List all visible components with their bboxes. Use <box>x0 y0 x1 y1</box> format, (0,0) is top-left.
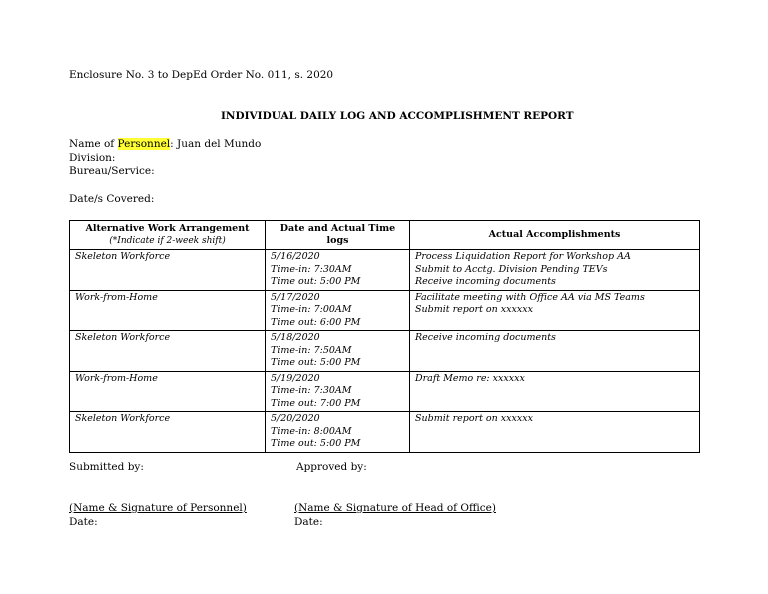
log-date: 5/18/2020 <box>271 332 320 343</box>
cell-accomplishments <box>410 412 700 453</box>
table-row <box>70 371 700 412</box>
log-time-out: Time out: 7:00 PM <box>271 397 361 409</box>
cell-date-time <box>266 250 410 291</box>
accomplishment-item: Receive incoming documents <box>415 332 556 343</box>
table-row <box>70 331 700 372</box>
log-time-out: Time out: 5:00 PM <box>271 276 361 287</box>
head-signature-line: (Name & Signature of Head of Office) <box>294 502 496 514</box>
header-work-arrangement-label: Alternative Work Arrangement <box>85 222 250 234</box>
header-accomplishments: Actual Accomplishments <box>410 221 700 250</box>
table-row <box>70 290 700 331</box>
name-label-highlight: Personnel <box>117 138 171 150</box>
log-time-out: Time out: 6:00 PM <box>271 316 361 328</box>
cell-accomplishments <box>410 371 700 412</box>
cell-accomplishments <box>410 250 700 291</box>
header-date-time-logs: Date and Actual Time logs <box>266 221 410 250</box>
division-field: Division: <box>69 152 116 164</box>
accomplishment-item: Submit report on xxxxxx <box>415 304 533 315</box>
log-date: 5/19/2020 <box>271 372 320 384</box>
log-time-in: Time-in: 7:30AM <box>271 263 352 275</box>
cell-date-time <box>266 412 410 453</box>
table-row <box>70 412 700 453</box>
cell-arrangement: Skeleton Workforce <box>70 331 266 372</box>
name-of-personnel-field <box>69 138 261 151</box>
enclosure-reference: Enclosure No. 3 to DepEd Order No. 011, s. 2020 <box>69 69 334 81</box>
accomplishment-item: Facilitate meeting with Office AA via MS Teams <box>415 291 645 303</box>
table-row <box>70 250 700 291</box>
accomplishment-item: Submit report on xxxxxx <box>415 413 533 424</box>
submitted-by-label: Submitted by: <box>69 461 144 473</box>
log-time-in: Time-in: 7:30AM <box>271 385 352 396</box>
accomplishment-item: Draft Memo re: xxxxxx <box>415 372 525 384</box>
bureau-service-field: Bureau/Service: <box>69 165 155 177</box>
accomplishment-item: Submit to Acctg. Division Pending TEVs <box>415 263 608 275</box>
cell-arrangement: Work-from-Home <box>70 371 266 412</box>
name-value: : Juan del Mundo <box>170 138 262 150</box>
header-work-arrangement <box>70 221 266 250</box>
personnel-signature-line: (Name & Signature of Personnel) <box>69 502 247 514</box>
log-time-out: Time out: 5:00 PM <box>271 438 361 449</box>
daily-log-table <box>69 220 700 453</box>
header-work-arrangement-note: (*Indicate if 2-week shift) <box>109 236 226 246</box>
cell-accomplishments <box>410 290 700 331</box>
log-time-in: Time-in: 7:00AM <box>271 304 352 315</box>
log-date: 5/16/2020 <box>271 251 320 262</box>
cell-arrangement: Work-from-Home <box>70 290 266 331</box>
cell-date-time <box>266 371 410 412</box>
head-date-field: Date: <box>294 516 323 528</box>
cell-date-time <box>266 290 410 331</box>
approved-by-label: Approved by: <box>296 461 367 473</box>
log-date: 5/17/2020 <box>271 291 320 303</box>
name-label: Name of <box>69 138 118 150</box>
log-time-in: Time-in: 7:50AM <box>271 344 352 356</box>
cell-arrangement: Skeleton Workforce <box>70 412 266 453</box>
log-time-in: Time-in: 8:00AM <box>271 425 352 437</box>
cell-arrangement: Skeleton Workforce <box>70 250 266 291</box>
table-header-row <box>70 221 700 250</box>
document-title: INDIVIDUAL DAILY LOG AND ACCOMPLISHMENT REPORT <box>221 110 574 122</box>
cell-accomplishments <box>410 331 700 372</box>
personnel-date-field: Date: <box>69 516 98 528</box>
accomplishment-item: Process Liquidation Report for Workshop AA <box>415 251 631 262</box>
log-date: 5/20/2020 <box>271 413 320 424</box>
accomplishment-item: Receive incoming documents <box>415 276 556 287</box>
log-time-out: Time out: 5:00 PM <box>271 357 361 368</box>
dates-covered-field: Date/s Covered: <box>69 193 155 205</box>
cell-date-time <box>266 331 410 372</box>
